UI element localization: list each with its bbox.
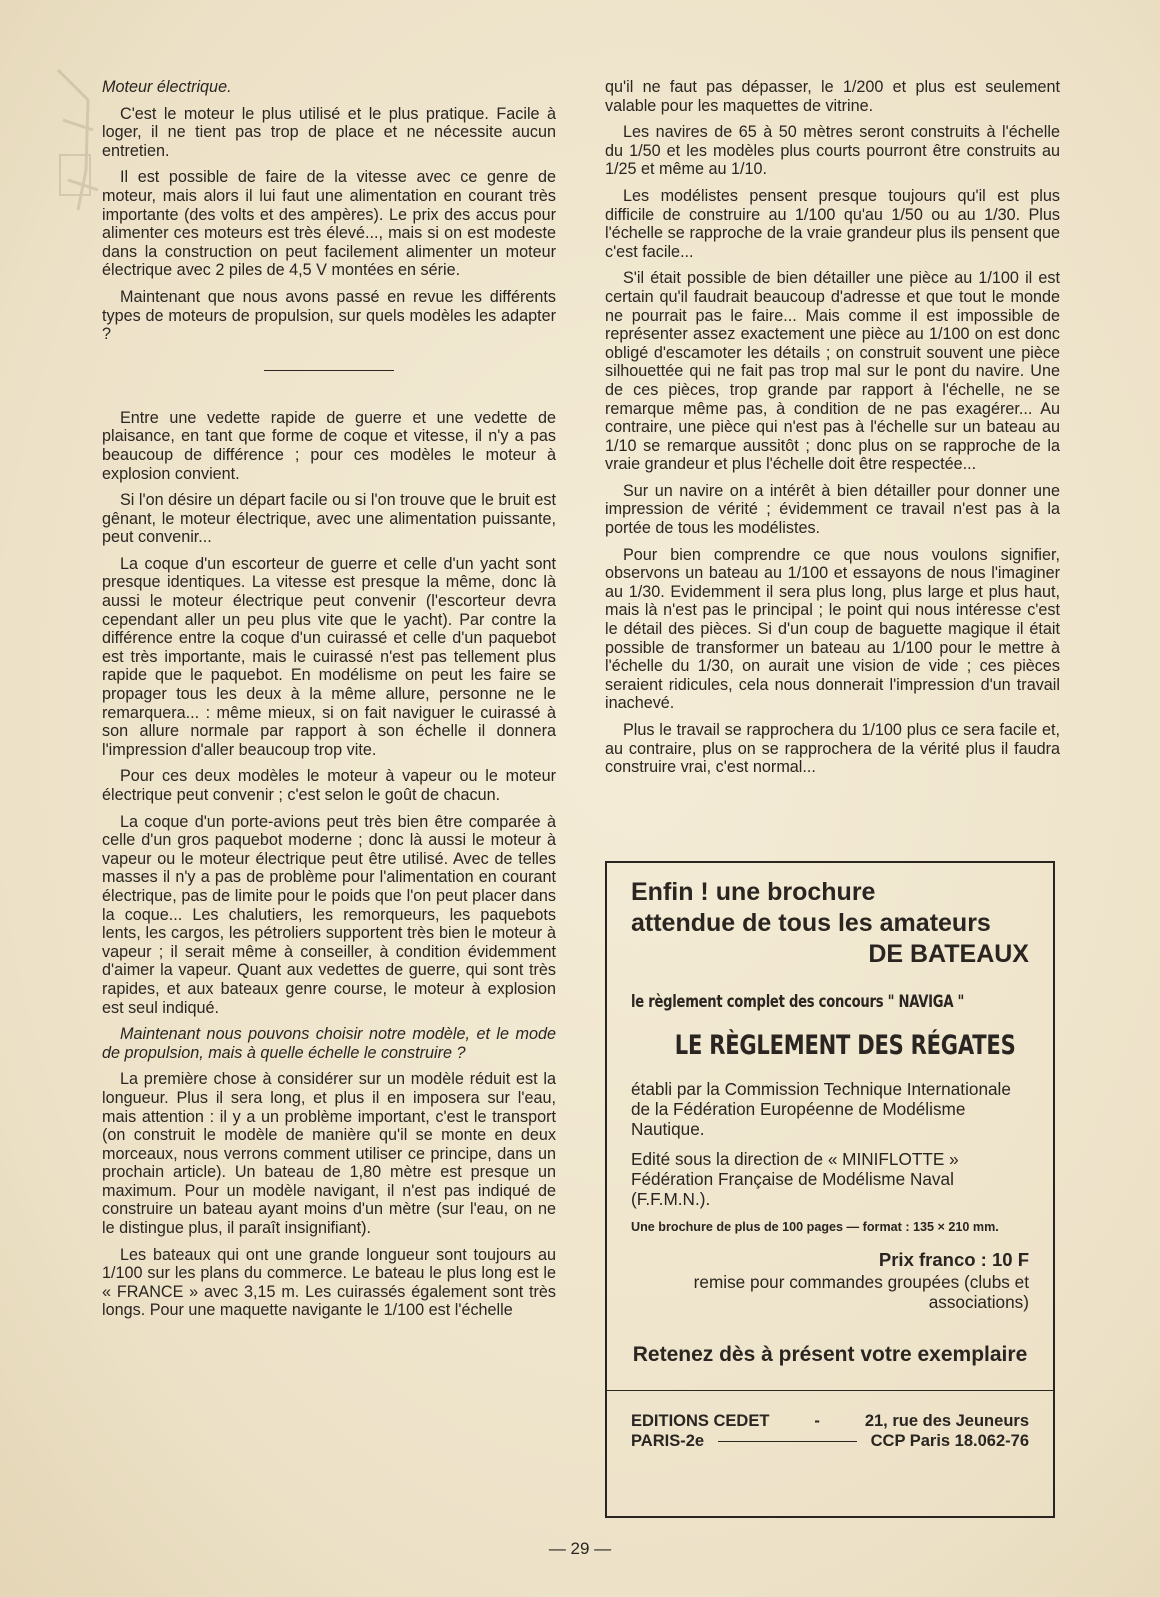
ad-price: Prix franco : 10 F — [878, 1249, 1029, 1270]
paragraph: C'est le moteur le plus utilisé et le plus pratique. Facile à loger, il ne tient pas trop de place et ne nécessite aucun entretien. — [102, 104, 556, 160]
paragraph: Sur un navire on a intérêt à bien détailler pour donner une impression de vérité ; évidemment ce travail n'est pas à la portée de tous les modélistes. — [605, 481, 1060, 538]
paragraph: S'il était possible de bien détailler une pièce au 1/100 il est certain qu'il faudrait beaucoup d'adresse et que tout le monde ne pourrait pas le faire... Mais comme il est impossible de représenter assez exactement une pièce au 1/100 on est donc obligé d'escamoter les détails ; on construit souvent une pièce silhouettée qui ne fait pas trop mal sur le pont du navire. Une de ces pièces, trop grande par rapport à l'échelle, ne se remarque même pas, à condition de ne pas exagérer... Au contraire, une pièce qui n'est pas à l'échelle sur un bateau au 1/10 se remarque aussitôt ; donc plus on se rapproche de la vraie grandeur et plus l'échelle doit être respectée... — [605, 269, 1060, 474]
brochure-advertisement — [605, 861, 1055, 1518]
paragraph: Entre une vedette rapide de guerre et une vedette de plaisance, en tant que forme de coque et vitesse, il n'y a pas beaucoup de différence ; pour ces modèles le moteur à explosion convient. — [102, 408, 556, 483]
paragraph: La coque d'un escorteur de guerre et celle d'un yacht sont presque identiques. La vitesse est presque la même, donc là aussi le moteur électrique peut convenir (l'escorteur devra cependant aller un peu plus vite que le yacht). Par contre la différence entre la coque d'un cuirassé et celle d'un paquebot est très importante, mais le cuirassé n'est pas tellement plus rapide que le paquebot. En modélisme on peut les faire se propager tous les deux à la même allure, personne ne le remarquera... : même mieux, si on fait naviguer le cuirassé à son allure normale par rapport à son échelle il donnera l'impression d'aller beaucoup trop vite. — [102, 554, 556, 759]
ad-title-line3: DE BATEAUX — [868, 940, 1029, 968]
section-heading: Moteur électrique. — [102, 78, 232, 96]
section-divider — [264, 370, 394, 371]
ad-footer: EDITIONS CEDET - 21, rue des Jeuneurs PARIS-2e CCP Paris 18.062-76 — [631, 1412, 1029, 1450]
ad-body-text: Edité sous la direction de « MINIFLOTTE » Fédération Française de Modélisme Naval (F.F.M.N.). — [631, 1149, 959, 1209]
ad-ccp: CCP Paris 18.062-76 — [870, 1432, 1029, 1450]
paragraph: Si l'on désire un départ facile ou si l'on trouve que le bruit est gênant, le moteur électrique, avec une alimentation puissante, peut convenir... — [102, 491, 556, 547]
paragraph-continuation: qu'il ne faut pas dépasser, le 1/200 et plus est seulement valable pour les maquettes de vitrine. — [605, 78, 1060, 115]
paragraph: Les bateaux qui ont une grande longueur sont toujours au 1/100 sur les plans du commerce. Le bateau le plus long est le « FRANCE » avec 3,15 m. Les cuirassés également sont très longs. Pour une maquette navigante le 1/100 est l'échelle — [102, 1245, 556, 1320]
paragraph: Les navires de 65 à 50 mètres seront construits à l'échelle du 1/50 et les modèles plus courts pourront être construits au 1/25 et même au 1/10. — [605, 123, 1060, 179]
paragraph: Plus le travail se rapprochera du 1/100 plus ce sera facile et, au contraire, plus on se rapprochera de la vérité plus il faudra construire vrai, c'est normal... — [605, 721, 1060, 777]
ad-title-line2: attendue de tous les amateurs — [631, 909, 991, 937]
paragraph: La coque d'un porte-avions peut très bien être comparée à celle d'un gros paquebot moderne ; donc là aussi le moteur à vapeur ou le moteur électrique peut être utilisé. Avec de telles masses il n'y a pas de problème pour l'alimentation en courant électrique, pas de limite pour le poids que l'on peut placer dans la coque... Les chalutiers, les remorqueurs, les paquebots lents, les cargos, les pétroliers supportent très bien le moteur à vapeur ; il serait même à conseiller, à condition évidemment d'aimer la vapeur. Quant aux vedettes de guerre, qui sont très rapides, et aux bateaux genre course, le moteur à explosion est seul indiqué. — [102, 812, 556, 1017]
paragraph: Pour bien comprendre ce que nous voulons signifier, observons un bateau au 1/100 et essayons de nous l'imaginer au 1/30. Evidemment il sera plus long, plus large et plus haut, mais là n'est pas le principal ; le point qui nous intéresse c'est le détail des pièces. Si d'un coup de baguette magique il était possible de transformer un bateau au 1/100 pour le mettre à l'échelle du 1/30, on aurait une vision de vide ; ces pièces seraient ridicules, cela nous donnerait l'impression d'un travail inachevé. — [605, 545, 1060, 713]
ad-headline: LE RÈGLEMENT DES RÉGATES — [674, 1030, 1016, 1061]
ad-city: PARIS-2e — [631, 1432, 705, 1450]
ad-subtitle: le règlement complet des concours " NAVIGA " — [631, 992, 965, 1012]
section-question: Maintenant nous pouvons choisir notre modèle, et le mode de propulsion, mais à quelle échelle le construire ? — [102, 1025, 556, 1062]
paragraph: Maintenant que nous avons passé en revue les différents types de moteurs de propulsion, sur quels modèles les adapter ? — [102, 287, 556, 344]
ad-address: 21, rue des Jeuneurs — [864, 1412, 1029, 1430]
ad-body-text: établi par la Commission Technique Internationale de la Fédération Européenne de Modélisme Nautique. — [631, 1079, 1011, 1139]
paragraph: La première chose à considérer sur un modèle réduit est la longueur. Plus il sera long, et plus il en imposera sur l'eau, mais attention : il y a un problème important, c'est le transport (on construit le modèle de manière qu'il se monte en deux morceaux, nous verrons comment utiliser ce principe, dans un prochain article). Un bateau de 1,80 mètre est presque un maximum. Pour un modèle navigant, il n'est pas indiqué de construire un bateau ayant moins d'un mètre (sur l'eau, on ne le distingue plus, il paraît insignifiant). — [102, 1070, 556, 1238]
ad-publisher: EDITIONS CEDET — [631, 1412, 770, 1430]
ad-call-to-action: Retenez dès à présent votre exemplaire — [632, 1343, 1028, 1366]
ad-title-line1: Enfin ! une brochure — [631, 878, 876, 906]
page-number: — 29 — — [548, 1539, 612, 1558]
paragraph: Il est possible de faire de la vitesse avec ce genre de moteur, mais alors il lui faut une alimentation en courant très importante (des volts et des ampères). Le prix des accus pour alimenter ces moteurs est très élevé..., mais si on est modeste dans la construction on peut facilement alimenter un moteur électrique avec 2 piles de 4,5 V montées en série. — [102, 168, 556, 280]
paragraph: Pour ces deux modèles le moteur à vapeur ou le moteur électrique peut convenir ; c'est selon le goût de chacun. — [102, 767, 556, 804]
ad-price-note: remise pour commandes groupées (clubs et associations) — [693, 1272, 1029, 1312]
ad-format-note: Une brochure de plus de 100 pages — format : 135 × 210 mm. — [631, 1220, 999, 1234]
ad-footer-dash — [718, 1441, 857, 1442]
right-column — [605, 78, 1060, 785]
left-column — [102, 78, 556, 1328]
paragraph: Les modélistes pensent presque toujours qu'il est plus difficile de construire au 1/100 qu'au 1/50 ou au 1/30. Plus l'échelle se rapproche de la vraie grandeur plus ils pensent que c'est facile... — [605, 186, 1060, 261]
